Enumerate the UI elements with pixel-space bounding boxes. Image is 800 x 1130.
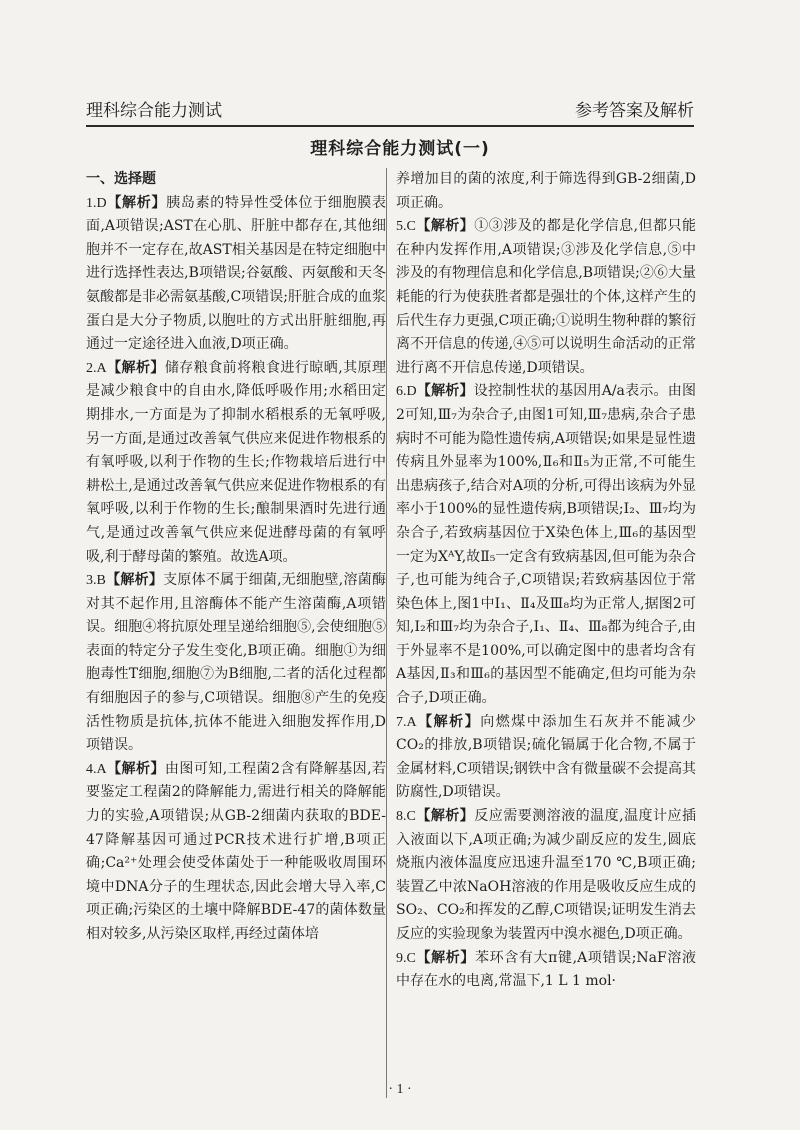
item-tag: 【解析】 [106,359,165,376]
answer-item-7 [396,711,696,805]
answer-item-1 [86,192,386,357]
answer-item-2 [86,357,386,569]
item-body: 养增加目的菌的浓度,利于筛选得到GB-2细菌,D项正确。 [396,171,696,211]
section-heading: 一、选择题 [86,171,156,187]
item-number: 2.A [86,360,107,376]
item-number: 5.C [396,219,416,235]
item-body: ①③涉及的都是化学信息,但都只能在种内发挥作用,A项错误;③涉及化学信息,⑤中涉及的有物理信息和化学信息,B项错误;②⑥大量耗能的行为使获胜者都是强壮的个体,这样产生的后代生存力更强,C项正确;①说明生物种群的繁衍离不开信息的传递,④⑤可以说明生命活动的正常进行离不开信息传递,D项错误。 [396,218,697,376]
item-tag: 【解析】 [415,949,475,966]
item-tag: 【解析】 [106,194,167,211]
item-number: 8.C [396,809,416,825]
right-column [396,168,696,994]
item-body: 苯环含有大π键,A项错误;NaF溶液中存在水的电离,常温下,1 L 1 mol· [396,949,696,990]
item-tag: 【解析】 [105,572,164,589]
document-title: 理科综合能力测试(一) [310,139,490,159]
answer-item-4-continued [396,168,696,215]
item-body: 由图可知,工程菌2含有降解基因,若要鉴定工程菌2的降解能力,需进行相关的降解能力的实验,A项错误;从GB-2细菌内获取的BDE-47降解基因可通过PCR技术进行扩增,B项正确;Ca²⁺处理会使受体菌处于一种能吸收周围环境中DNA分子的生理状态,因此会增大导入率,C项正确;污染区的土壤中降解BDE-47的菌体数量相对较多,从污染区取样,再经过菌体培 [86,760,386,942]
item-number: 6.D [396,384,417,400]
page-number: · 1 · [388,1082,412,1097]
item-number: 1.D [86,195,107,211]
item-tag: 【解析】 [416,713,481,730]
item-number: 7.A [396,714,417,730]
answer-item-6 [396,380,696,710]
left-column [86,168,386,947]
item-number: 9.C [396,950,416,966]
item-tag: 【解析】 [415,808,475,825]
page-header [86,101,694,127]
item-tag: 【解析】 [416,383,474,400]
answer-item-8 [396,805,696,947]
item-body: 储存粮食前将粮食进行晾晒,其原理是减少粮食中的自由水,降低呼吸作用;水稻田定期排水,一方面是为了抑制水稻根系的无氧呼吸,另一方面,是通过改善氧气供应来促进作物根系的有氧呼吸,以利于作物的生长;作物栽培后进行中耕松土,是通过改善氧气供应来促进作物根系的有氧呼吸,以利于作物的生长;酿制果酒时先进行通气,是通过改善氧气供应来促进酵母菌的有氧呼吸,利于酵母菌的繁殖。故选A项。 [86,359,387,565]
header-right-title: 参考答案及解析 [575,101,694,121]
item-body: 设控制性状的基因用A/a表示。由图2可知,Ⅲ₇为杂合子,由图1可知,Ⅲ₇患病,杂合子患病时不可能为隐性遗传病,A项错误;如果是显性遗传病且外显率为100%,Ⅱ₆和Ⅱ₅为正常,不可能生出患病孩子,结合对A项的分析,可得出该病为外显率小于100%的显性遗传病,B项错误;Ⅰ₂、Ⅲ₇均为杂合子,若致病基因位于X染色体上,Ⅲ₆的基因型一定为XᴬY,故Ⅱ₅一定含有致病基因,但可能为杂合子,也可能为纯合子,C项错误;若致病基因位于常染色体上,图1中Ⅰ₁、Ⅱ₄及Ⅲ₈均为正常人,据图2可知,Ⅰ₂和Ⅲ₇均为杂合子,Ⅰ₁、Ⅱ₄、Ⅲ₈都为纯合子,由于外显率不是100%,可以确定图中的患者均含有A基因,Ⅱ₃和Ⅲ₆的基因型不能确定,但均可能为杂合子,D项正确。 [396,383,696,707]
item-number: 4.A [86,761,107,777]
item-body: 向燃煤中添加生石灰并不能减少CO₂的排放,B项错误;硫化镉属于化合物,不属于金属材料,C项错误;钢铁中含有微量碳不会提高其防腐性,D项错误。 [396,713,697,801]
item-body: 反应需要测溶液的温度,温度计应插入液面以下,A项正确;为减少副反应的发生,圆底烧瓶内液体温度应迅速升温至170 ℃,B项正确;装置乙中浓NaOH溶液的作用是吸收反应生成的SO₂、CO₂和挥发的乙醇,C项错误;证明发生消去反应的实验现象为装置丙中溴水褪色,D项正确。 [396,808,697,942]
answer-item-9 [396,947,696,994]
item-tag: 【解析】 [106,760,165,777]
item-tag: 【解析】 [415,218,475,235]
item-body: 支原体不属于细菌,无细胞壁,溶菌酶对其不起作用,且溶酶体不能产生溶菌酶,A项错误。细胞④将抗原处理呈递给细胞⑤,会使细胞⑤表面的特定分子发生变化,B项正确。细胞①为细胞毒性T细胞,细胞⑦为B细胞,二者的活化过程都有细胞因子的参与,C项错误。细胞⑧产生的免疫活性物质是抗体,抗体不能进入细胞发挥作用,D项错误。 [86,572,386,754]
answer-item-5 [396,215,696,380]
header-left-title: 理科综合能力测试 [86,101,222,121]
answer-item-4 [86,758,386,947]
column-divider [386,168,387,1098]
item-number: 3.B [86,573,106,589]
answer-item-3 [86,569,386,758]
item-body: 胰岛素的特异性受体位于细胞膜表面,A项错误;AST在心肌、肝脏中都存在,其他细胞并不一定存在,故AST相关基因是在特定细胞中进行选择性表达,B项错误;谷氨酸、丙氨酸和天冬氨酸都是非必需氨基酸,C项错误;肝脏合成的血浆蛋白是大分子物质,以胞吐的方式出肝脏细胞,再通过一定途径进入血液,D项正确。 [86,194,387,353]
